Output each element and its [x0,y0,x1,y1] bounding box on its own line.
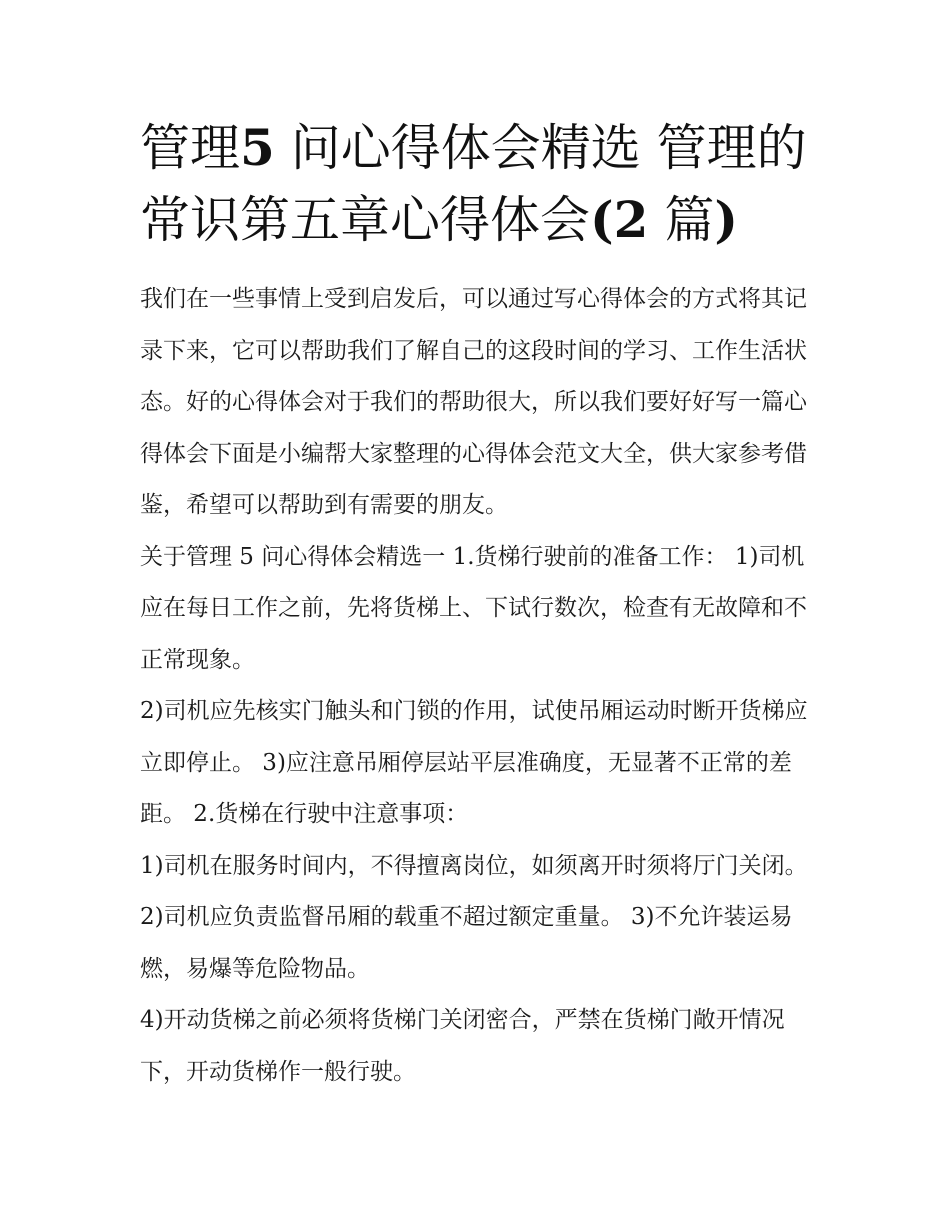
document-page [140,112,812,1098]
body-paragraph-3: 1)司机在服务时间内，不得擅离岗位，如须离开时须将厅门关闭。 2)司机应负责监督吊厢的载重不超过额定重量。 3)不允许装运易燃，易爆等危险物品。 [140,852,808,982]
document-title [140,112,812,256]
title-line-1: 管理5 问心得体会精选 管理的 [140,118,807,177]
body-paragraph-1: 关于管理 5 问心得体会精选一 1.货梯行驶前的准备工作： 1)司机应在每日工作之前，先将货梯上、下试行数次，检查有无故障和不正常现象。 [140,543,807,673]
intro-paragraph: 我们在一些事情上受到启发后，可以通过写心得体会的方式将其记录下来，它可以帮助我们了解自己的这段时间的学习、工作生活状态。好的心得体会对于我们的帮助很大，所以我们要好好写一篇心得体会下面是小编帮大家整理的心得体会范文大全，供大家参考借鉴，希望可以帮助到有需要的朋友。 [140,286,807,518]
body-paragraph-4: 4)开动货梯之前必须将货梯门关闭密合，严禁在货梯门敞开情况下，开动货梯作一般行驶。 [140,1007,785,1085]
title-line-2: 常识第五章心得体会(2 篇) [140,190,739,249]
body-paragraph-2: 2)司机应先核实门触头和门锁的作用，试使吊厢运动时断开货梯应立即停止。 3)应注意吊厢停层站平层准确度，无显著不正常的差距。 2.货梯在行驶中注意事项： [140,698,808,827]
